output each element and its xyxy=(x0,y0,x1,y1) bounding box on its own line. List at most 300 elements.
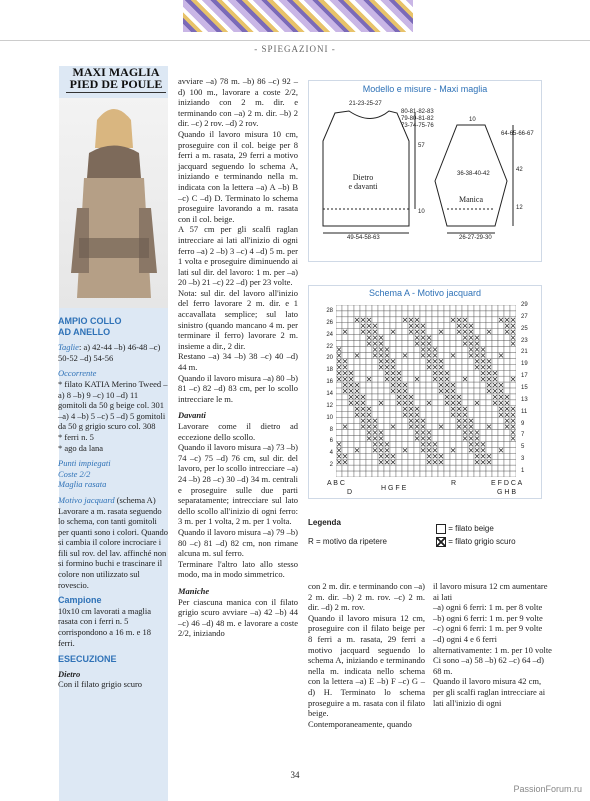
grid-cell xyxy=(432,418,438,424)
grid-cell xyxy=(396,341,402,347)
grid-cell xyxy=(426,388,432,394)
grid-cell xyxy=(396,459,402,465)
grid-cell xyxy=(468,400,474,406)
grid-cell xyxy=(462,394,468,400)
grid-cell xyxy=(408,471,414,477)
grid-cell xyxy=(438,394,444,400)
grid-cell xyxy=(438,441,444,447)
grid-cell xyxy=(360,430,366,436)
grid-cell xyxy=(360,441,366,447)
grid-cell xyxy=(462,441,468,447)
grid-cell xyxy=(384,435,390,441)
grid-cell xyxy=(432,471,438,477)
garment-shapes xyxy=(309,81,541,261)
grid-cell xyxy=(510,352,516,358)
col2-para-1: avviare –a) 78 m. –b) 86 –c) 92 –d) 100 m., lavorare a coste 2/2, iniziando con 2 m. dir. e terminando con –a) 2 m. dir. –b) 2 dir. –c) 2 rov. –d) 2 rov. xyxy=(178,76,298,129)
grid-cell xyxy=(336,382,342,388)
grid-cell xyxy=(360,435,366,441)
grid-cell xyxy=(480,388,486,394)
grid-cell xyxy=(450,364,456,370)
grid-cell xyxy=(396,424,402,430)
grid-cell xyxy=(402,424,408,430)
grid-cell xyxy=(366,400,372,406)
grid-cell xyxy=(396,418,402,424)
grid-cell xyxy=(462,382,468,388)
grid-cell xyxy=(450,370,456,376)
row-number-left: 8 xyxy=(329,426,333,433)
col2-para-10: Terminare l'altro lato allo stesso modo, ma in modo simmetrico. xyxy=(178,558,298,580)
title-line-1: MAXI MAGLIA xyxy=(72,65,160,79)
ferri-text: * ferri n. 5 xyxy=(58,431,94,442)
grid-cell xyxy=(390,305,396,311)
grid-cell xyxy=(486,430,492,436)
grid-cell xyxy=(354,305,360,311)
grid-cell xyxy=(366,465,372,471)
grid-cell xyxy=(354,364,360,370)
grid-cell xyxy=(450,430,456,436)
grid-cell xyxy=(510,382,516,388)
grid-cell xyxy=(360,347,366,353)
grid-cell xyxy=(432,317,438,323)
diagram-title: Modello e misure - Maxi maglia xyxy=(362,84,488,94)
grid-cell xyxy=(438,418,444,424)
grid-cell xyxy=(348,341,354,347)
esecuzione-label: ESECUZIONE xyxy=(58,654,117,665)
grid-cell xyxy=(372,358,378,364)
dietro-text: Con il filato grigio scuro xyxy=(58,679,143,690)
grid-cell xyxy=(372,311,378,317)
grid-cell xyxy=(414,465,420,471)
campione-text: 10x10 cm lavorati a maglia rasata con i ferri n. 5 corrispondono a 16 m. e 18 ferri. xyxy=(58,605,152,648)
grid-cell xyxy=(336,388,342,394)
grid-cell xyxy=(492,441,498,447)
row-number-left: 10 xyxy=(326,414,333,421)
grid-cell xyxy=(384,465,390,471)
grid-cell xyxy=(450,358,456,364)
legend-repeat: R = motivo da ripetere xyxy=(308,537,387,546)
grid-cell xyxy=(438,412,444,418)
grid-cell xyxy=(342,347,348,353)
grid-cell xyxy=(492,412,498,418)
grid-cell xyxy=(456,430,462,436)
grid-cell xyxy=(384,305,390,311)
ago-text: * ago da lana xyxy=(58,442,104,453)
grid-cell xyxy=(432,430,438,436)
grid-cell xyxy=(492,335,498,341)
grid-cell xyxy=(450,311,456,317)
grid-cell xyxy=(498,358,504,364)
grid-cell xyxy=(486,435,492,441)
grid-cell xyxy=(492,341,498,347)
grid-cell xyxy=(348,358,354,364)
grid-cell xyxy=(486,412,492,418)
body-label xyxy=(333,173,393,191)
grid-cell xyxy=(336,430,342,436)
col2-para-3: A 57 cm per gli scalfi raglan intrecciare ai lati all'inizio di ogni ferro –a) 2 –b) 3 –c) 4 –d) 5 m. per 1 volta e proseguire diminuendo ai lati sul dir. del lavoro: 1 m. per –a) 20 –b) 21 –c) 22 –d) per 23 volte. xyxy=(178,224,298,288)
grid-cell xyxy=(414,441,420,447)
grid-cell xyxy=(336,418,342,424)
grid-cell xyxy=(450,424,456,430)
grid-cell xyxy=(486,341,492,347)
row-number-right: 23 xyxy=(521,337,528,344)
chart-title: Schema A - Motivo jacquard xyxy=(368,288,482,298)
grid-cell xyxy=(510,347,516,353)
grid-cell xyxy=(510,370,516,376)
grid-cell xyxy=(456,465,462,471)
grid-cell xyxy=(426,412,432,418)
grid-cell xyxy=(336,341,342,347)
row-number-right: 3 xyxy=(521,456,525,463)
grid-cell xyxy=(432,388,438,394)
grid-cell xyxy=(360,447,366,453)
grid-cell xyxy=(480,430,486,436)
grid-cell xyxy=(474,406,480,412)
grid-cell xyxy=(378,370,384,376)
grid-cell xyxy=(402,435,408,441)
grid-cell xyxy=(480,317,486,323)
grid-cell xyxy=(456,447,462,453)
grid-cell xyxy=(372,305,378,311)
grid-cell xyxy=(504,465,510,471)
grid-cell xyxy=(456,305,462,311)
grid-cell xyxy=(414,352,420,358)
col2-para-4: Nota: sul dir. del lavoro all'inizio del ferro lavorare 2 m. dir. e 1 accavallata semplice; sul lato sinistro (quando mancano 4 m. per terminare il ferro) lavorare 2 m. insieme a dir., 2 dir. xyxy=(178,287,298,351)
grid-cell xyxy=(474,465,480,471)
grid-cell xyxy=(444,347,450,353)
grid-cell xyxy=(384,471,390,477)
grid-cell xyxy=(444,406,450,412)
grid-cell xyxy=(462,447,468,453)
grid-cell xyxy=(450,441,456,447)
grid-cell xyxy=(504,471,510,477)
grid-cell xyxy=(486,400,492,406)
grid-cell xyxy=(408,430,414,436)
grid-cell xyxy=(486,471,492,477)
grid-cell xyxy=(414,453,420,459)
grid-cell xyxy=(438,352,444,358)
chart-repeat-letter: R xyxy=(451,480,457,487)
grid-cell xyxy=(468,453,474,459)
grid-cell xyxy=(372,317,378,323)
grid-cell xyxy=(456,352,462,358)
grid-cell xyxy=(390,341,396,347)
title-line-2: PIED DE POULE xyxy=(69,77,163,91)
grid-cell xyxy=(492,430,498,436)
chart-letters-right-2: G H B xyxy=(497,489,517,496)
row-number-left: 26 xyxy=(326,319,333,326)
sleeve-bottom-label: 26-27-29-30 xyxy=(459,235,492,241)
collo-line-1: AMPIO COLLO xyxy=(58,316,122,326)
grid-cell xyxy=(390,317,396,323)
grid-cell xyxy=(420,400,426,406)
grid-cell xyxy=(348,352,354,358)
grid-cell xyxy=(342,406,348,412)
grid-cell xyxy=(336,471,342,477)
top-width-label: 21-23-25-27 xyxy=(349,101,382,107)
grid-cell xyxy=(342,323,348,329)
grid-cell xyxy=(384,412,390,418)
grid-cell xyxy=(510,394,516,400)
grid-cell xyxy=(444,352,450,358)
col3-para-2: Quando il lavoro misura 12 cm, proseguire con il filato beige per 8 ferri a m. rasata, 29 ferri a motivo jacquard seguendo lo schema A, iniziando e terminando nella m. indicata nello schema con la lettera –a) E –b) F –c) G –d) H. Terminato lo schema proseguire a m. rasata con il filato beige. xyxy=(308,612,425,719)
grid-cell xyxy=(486,317,492,323)
grid-cell xyxy=(378,465,384,471)
grid-cell xyxy=(360,358,366,364)
motivo-text: (schema A) Lavorare a m. rasata seguendo lo schema, con tanti gomitoli per quanti sono i colori. Quando si cambia il colore incrociare i fili sul rov. del lav. affinché non si formino buchi e trascinare il colore non utilizzato sul rovescio. xyxy=(58,494,169,590)
grid-cell xyxy=(402,430,408,436)
grid-cell xyxy=(372,471,378,477)
grid-cell xyxy=(336,412,342,418)
col3-para-3: Contemporaneamente, quando xyxy=(308,718,412,729)
grid-cell xyxy=(438,400,444,406)
grid-cell xyxy=(414,394,420,400)
grid-cell xyxy=(348,447,354,453)
grid-cell xyxy=(360,352,366,358)
coste-label: Coste 2/2 xyxy=(58,468,91,479)
grid-cell xyxy=(342,441,348,447)
row-number-right: 19 xyxy=(521,361,528,368)
grid-cell xyxy=(504,459,510,465)
grid-cell xyxy=(348,424,354,430)
motivo-block xyxy=(58,495,168,590)
grid-cell xyxy=(438,471,444,477)
grid-cell xyxy=(480,382,486,388)
grid-cell xyxy=(474,305,480,311)
grid-cell xyxy=(390,352,396,358)
grid-cell xyxy=(504,364,510,370)
grid-cell xyxy=(474,394,480,400)
grid-cell xyxy=(396,317,402,323)
grid-cell xyxy=(414,358,420,364)
grid-cell xyxy=(402,459,408,465)
grid-cell xyxy=(486,335,492,341)
body-label-2: e davanti xyxy=(348,182,378,191)
grid-cell xyxy=(498,430,504,436)
grid-cell xyxy=(444,358,450,364)
grid-cell xyxy=(378,388,384,394)
row-number-left: 12 xyxy=(326,402,333,409)
grid-cell xyxy=(468,370,474,376)
grid-cell xyxy=(450,329,456,335)
grid-cell xyxy=(384,406,390,412)
grid-cell xyxy=(378,418,384,424)
grid-cell xyxy=(444,317,450,323)
grid-cell xyxy=(450,323,456,329)
sleeve-length-label: 64-65-66-67 xyxy=(501,131,534,137)
grid-cell xyxy=(420,311,426,317)
grid-cell xyxy=(384,329,390,335)
grid-cell xyxy=(354,335,360,341)
grid-cell xyxy=(510,311,516,317)
col4-para-4: –c) ogni 6 ferri: 1 m. per 9 volte xyxy=(433,623,543,634)
grid-cell xyxy=(396,453,402,459)
grid-cell xyxy=(384,400,390,406)
grid-cell xyxy=(396,364,402,370)
grid-cell xyxy=(474,370,480,376)
grid-cell xyxy=(360,465,366,471)
grid-cell xyxy=(432,406,438,412)
grid-cell xyxy=(378,471,384,477)
grid-cell xyxy=(354,430,360,436)
grid-cell xyxy=(396,441,402,447)
grid-cell xyxy=(414,471,420,477)
grid-cell xyxy=(462,471,468,477)
grid-cell xyxy=(378,317,384,323)
grid-cell xyxy=(366,388,372,394)
grid-cell xyxy=(432,323,438,329)
grid-cell xyxy=(378,323,384,329)
grid-cell xyxy=(504,447,510,453)
grid-cell xyxy=(390,471,396,477)
grid-cell xyxy=(366,447,372,453)
grid-cell xyxy=(498,424,504,430)
grid-cell xyxy=(378,412,384,418)
col4-para-5: –d) ogni 4 e 6 ferri alternativamente: 1 m. per 10 volte xyxy=(433,633,552,655)
grid-cell xyxy=(396,358,402,364)
chart-letters-left: A B C xyxy=(327,480,345,487)
grid-cell xyxy=(480,471,486,477)
grid-cell xyxy=(444,335,450,341)
grid-cell xyxy=(444,341,450,347)
row-number-left: 28 xyxy=(326,307,333,314)
grid-cell xyxy=(498,465,504,471)
grid-cell xyxy=(474,418,480,424)
grid-cell xyxy=(510,471,516,477)
grid-cell xyxy=(390,418,396,424)
col2-para-11: Per ciascuna manica con il filato grigio scuro avviare –a) 42 –b) 44 –c) 46 –d) 48 m. e lavorare a coste 2/2, iniziando xyxy=(178,596,298,639)
occorrente-text: * filato KATIA Merino Tweed –a) 8 –b) 9 –c) 10 –d) 11 gomitoli da 50 g beige col. 301 –a) 4 –b) 5 –c) 5 –d) 5 gomitoli da 50 g grigio scuro col. 308 xyxy=(58,378,168,432)
sleeve-label: Manica xyxy=(459,195,483,204)
grid-cell xyxy=(474,424,480,430)
col2-para-9: Quando il lavoro misura –a) 79 –b) 80 –c) 81 –d) 82 cm, non rimane alcuna m. sul ferro. xyxy=(178,526,298,559)
grid-cell xyxy=(426,305,432,311)
grid-cell xyxy=(402,335,408,341)
grid-cell xyxy=(402,341,408,347)
row-number-left: 2 xyxy=(329,462,333,469)
grid-cell xyxy=(408,453,414,459)
row-number-left: 14 xyxy=(326,390,333,397)
grid-cell xyxy=(486,394,492,400)
height-10-label: 10 xyxy=(418,209,425,215)
grid-cell xyxy=(504,430,510,436)
grid-cell xyxy=(390,465,396,471)
grid-cell xyxy=(384,317,390,323)
grid-cell xyxy=(438,447,444,453)
grid-cell xyxy=(366,347,372,353)
grid-cell xyxy=(348,347,354,353)
grid-cell xyxy=(390,400,396,406)
grid-cell xyxy=(444,453,450,459)
grid-cell xyxy=(348,317,354,323)
grid-cell xyxy=(366,459,372,465)
grid-cell xyxy=(480,406,486,412)
sleeve-12-label: 12 xyxy=(516,205,523,211)
grid-cell xyxy=(498,453,504,459)
grid-cell xyxy=(504,347,510,353)
grid-cell xyxy=(342,305,348,311)
grid-cell xyxy=(408,341,414,347)
grid-cell xyxy=(432,412,438,418)
grid-cell xyxy=(354,418,360,424)
grid-cell xyxy=(444,418,450,424)
grid-cell xyxy=(510,447,516,453)
grid-cell xyxy=(432,305,438,311)
instructions-column-4 xyxy=(433,581,553,708)
grid-cell xyxy=(342,430,348,436)
grid-cell xyxy=(486,352,492,358)
grid-cell xyxy=(438,311,444,317)
grid-cell xyxy=(438,347,444,353)
grid-cell xyxy=(462,465,468,471)
grid-cell xyxy=(432,311,438,317)
grid-cell xyxy=(444,364,450,370)
grid-cell xyxy=(378,376,384,382)
grid-cell xyxy=(396,406,402,412)
grid-cell xyxy=(480,412,486,418)
grid-cell xyxy=(492,424,498,430)
grid-cell xyxy=(462,400,468,406)
grid-cell xyxy=(402,465,408,471)
grid-cell xyxy=(426,394,432,400)
grid-cell xyxy=(348,406,354,412)
jacquard-chart xyxy=(308,285,542,499)
grid-cell xyxy=(384,424,390,430)
grid-cell xyxy=(348,435,354,441)
grid-cell xyxy=(408,441,414,447)
chart-letters-left-2: D xyxy=(347,489,353,496)
grid-cell xyxy=(480,311,486,317)
grid-cell xyxy=(420,406,426,412)
grid-cell xyxy=(438,430,444,436)
grid-cell xyxy=(444,323,450,329)
grid-cell xyxy=(456,453,462,459)
grid-cell xyxy=(354,370,360,376)
grid-cell xyxy=(414,305,420,311)
grid-cell xyxy=(420,376,426,382)
grid-cell xyxy=(366,453,372,459)
grid-cell xyxy=(468,305,474,311)
grid-cell xyxy=(462,311,468,317)
grid-cell xyxy=(408,465,414,471)
grid-cell xyxy=(432,335,438,341)
grid-cell xyxy=(396,435,402,441)
grid-cell xyxy=(492,459,498,465)
grid-cell xyxy=(432,435,438,441)
grid-cell xyxy=(366,471,372,477)
grid-cell xyxy=(348,412,354,418)
grid-cell xyxy=(360,376,366,382)
grid-cell xyxy=(504,453,510,459)
grid-cell xyxy=(348,465,354,471)
grid-cell xyxy=(450,305,456,311)
grid-cell xyxy=(414,400,420,406)
row-number-right: 11 xyxy=(521,408,528,415)
grid-cell xyxy=(462,305,468,311)
col4-para-2: –a) ogni 6 ferri: 1 m. per 8 volte xyxy=(433,602,543,613)
grid-cell xyxy=(462,347,468,353)
grid-cell xyxy=(438,341,444,347)
grid-cell xyxy=(378,382,384,388)
row-number-left: 22 xyxy=(326,343,333,350)
grid-cell xyxy=(402,441,408,447)
grid-cell xyxy=(402,358,408,364)
grid-cell xyxy=(378,406,384,412)
grid-cell xyxy=(348,471,354,477)
grid-cell xyxy=(444,430,450,436)
sleeve-42-label: 42 xyxy=(516,167,523,173)
grid-cell xyxy=(432,394,438,400)
grid-cell xyxy=(396,347,402,353)
